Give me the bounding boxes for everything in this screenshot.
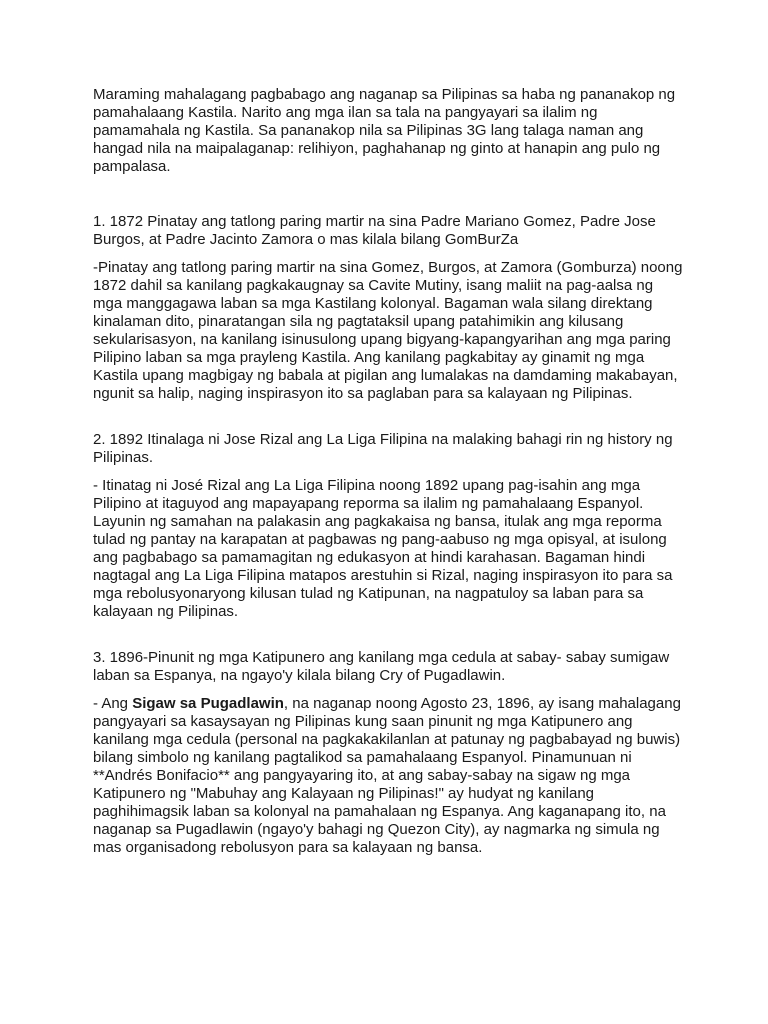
intro-paragraph: Maraming mahalagang pagbabago ang naganap sa Pilipinas sa haba ng pananakop ng pamahalaang Kastila. Narito ang mga ilan sa tala na pangyayari sa ilalim ng pamamahala ng Kastila. Sa pananakop nila sa Pilipinas 3G lang talaga naman ang hangad nila na maipalaganap: relihiyon, paghahanap ng ginto at hanapin ang pulo ng pampalasa. xyxy=(93,86,676,175)
event-3-body-rest: , na naganap noong Agosto 23, 1896, ay isang mahalagang pangyayari sa kasaysayan ng Pilipinas kung saan pinunit ng mga Katipunero ang kanilang mga cedula (personal na pagkakakilanlan at patunay ng pagbabayad ng buwis) bilang simbolo ng kanilang pagtalikod sa pamahalaang Espanyol. Pinamunuan ni **Andrés Bonifacio** ang pangyayaring ito, at ang sabay-sabay na sigaw ng mga Katipunero ng "Mabuhay ang Kalayaan ng Pilipinas!" ay hudyat ng kanilang paghihimagsik laban sa kolonyal na pamahalaan ng Espanya. Ang kaganapang ito, na naganap sa Pugadlawin (ngayo'y bahagi ng Quezon City), ay nagmarka ng simula ng mas organisadong rebolusyon para sa kalayaan ng bansa. xyxy=(93,695,681,856)
event-3-body-bold-term: Sigaw sa Pugadlawin xyxy=(132,695,284,712)
event-3-heading: 3. 1896-Pinunit ng mga Katipunero ang kanilang mga cedula at sabay- sabay sumigaw laban sa Espanya, na ngayo'y kilala bilang Cry of Pugadlawin. xyxy=(93,649,670,684)
event-1-heading: 1. 1872 Pinatay ang tatlong paring martir na sina Padre Mariano Gomez, Padre Jose Burgos, at Padre Jacinto Zamora o mas kilala bilang GomBurZa xyxy=(93,213,656,248)
event-2-body: - Itinatag ni José Rizal ang La Liga Filipina noong 1892 upang pag-isahin ang mga Pilipino at itaguyod ang mapayapang reporma sa ilalim ng pamahalaang Espanyol. Layunin ng samahan na palakasin ang pagkakaisa ng bansa, itulak ang mga reporma tulad ng pantay na karapatan at pagbawas ng pang-aabuso ng mga opisyal, at isulong ang pagbabago sa pamamagitan ng edukasyon at hindi karahasan. Bagaman hindi nagtagal ang La Liga Filipina matapos arestuhin si Rizal, naging inspirasyon ito para sa mga rebolusyonaryong kilusan tulad ng Katipunan, na nagpatuloy sa laban para sa kalayaan ng Pilipinas. xyxy=(93,477,673,620)
event-3-body-prefix: - Ang xyxy=(93,695,133,712)
event-3-body xyxy=(93,695,683,857)
document-page xyxy=(93,86,683,857)
event-2-heading: 2. 1892 Itinalaga ni Jose Rizal ang La Liga Filipina na malaking bahagi rin ng history ng Pilipinas. xyxy=(93,431,673,466)
event-1-body: -Pinatay ang tatlong paring martir na sina Gomez, Burgos, at Zamora (Gomburza) noong 1872 dahil sa kanilang pagkakaugnay sa Cavite Mutiny, isang maliit na pag-aalsa ng mga manggagawa laban sa mga Kastilang kolonyal. Bagaman wala silang direktang kinalaman dito, pinaratangan sila ng pagtataksil upang patahimikin ang kilusang sekularisasyon, na kanilang isinusulong upang bigyang-kapangyarihan ang mga paring Pilipino laban sa mga prayleng Kastila. Ang kanilang pagkabitay ay ginamit ng mga Kastila upang magbigay ng babala at pigilan ang lumalakas na damdaming makabayan, ngunit sa halip, naging inspirasyon ito sa paglaban para sa kalayaan ng Pilipinas. xyxy=(93,259,683,402)
